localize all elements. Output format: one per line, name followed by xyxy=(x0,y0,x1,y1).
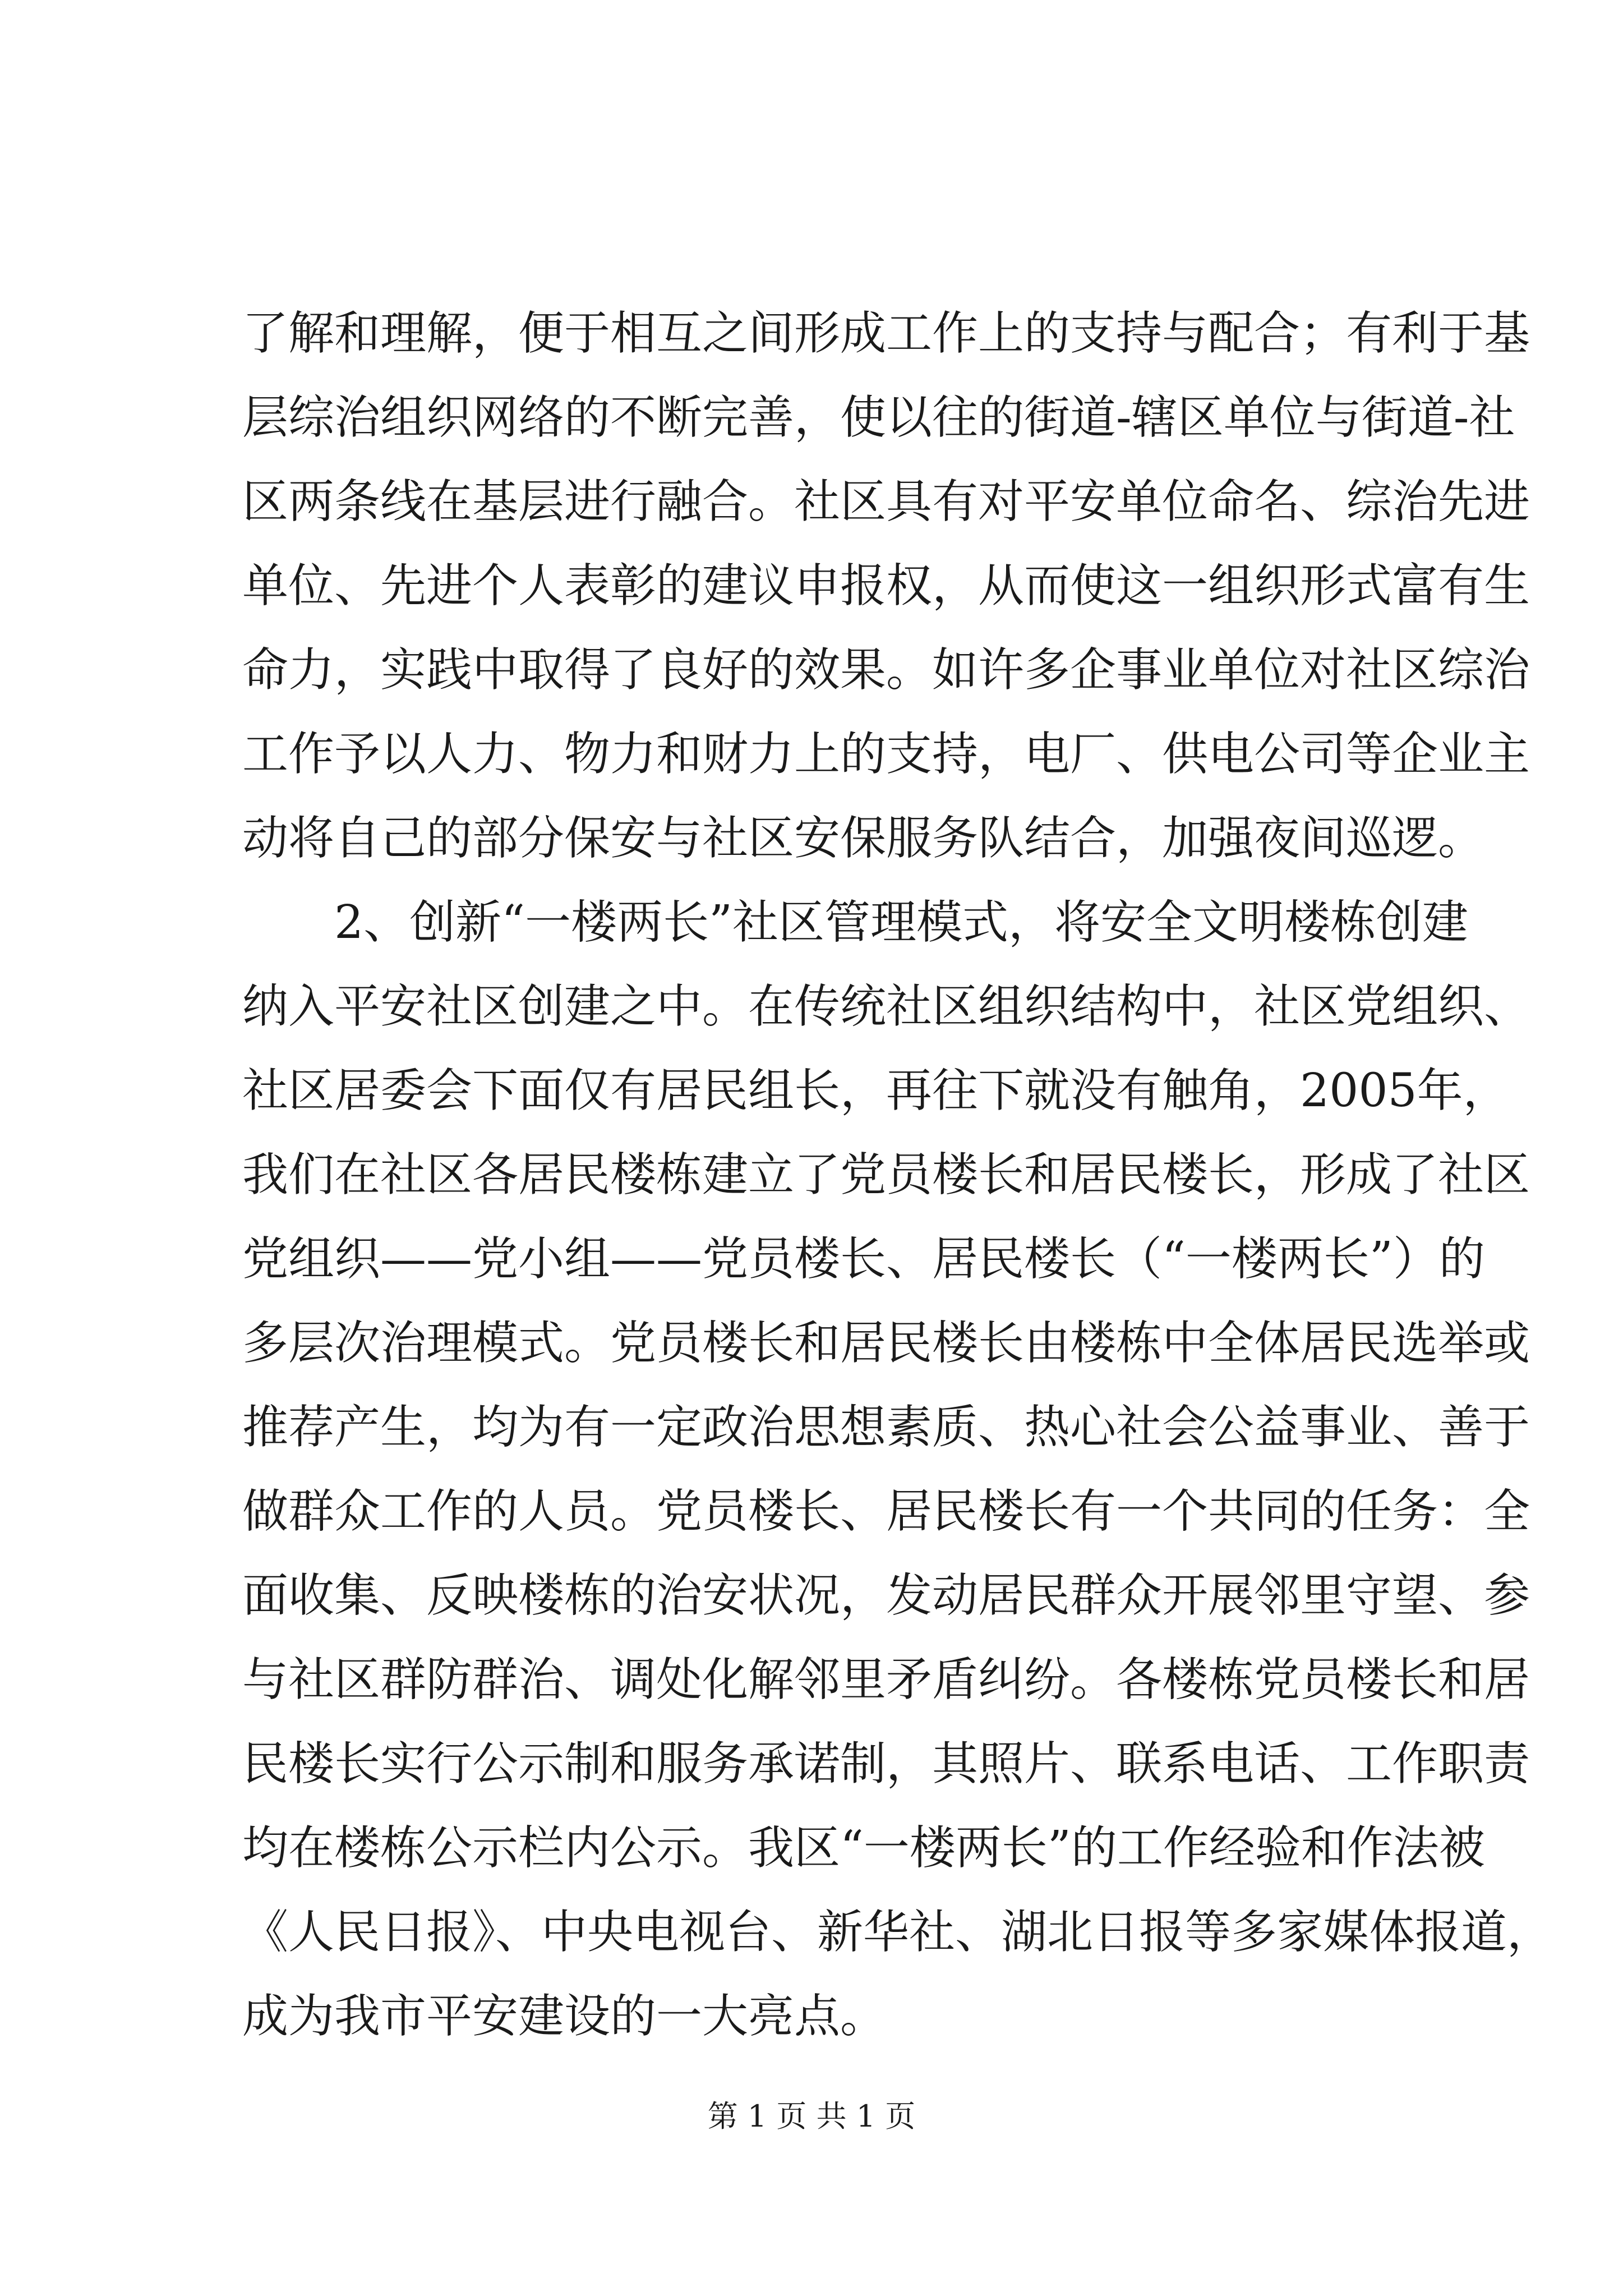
text-line: 与社区群防群治、调处化解邻里矛盾纠纷。各楼栋党员楼长和居 xyxy=(242,1653,1530,1706)
text-line: 均在楼栋公示栏内公示。我区“一楼两长”的工作经验和作法被 xyxy=(242,1821,1485,1875)
text-line: 成为我市平安建设的一大亮点。 xyxy=(242,1990,887,2043)
text-line: 单位、先进个人表彰的建议申报权，从而使这一组织形式富有生 xyxy=(242,559,1530,613)
text-line: 2、创新“一楼两长”社区管理模式，将安全文明楼栋创建 xyxy=(242,896,1469,949)
text-line: 民楼长实行公示制和服务承诺制，其照片、联系电话、工作职责 xyxy=(242,1737,1530,1791)
text-line: 工作予以人力、物力和财力上的支持，电厂、供电公司等企业主 xyxy=(242,728,1530,781)
text-line: 《人民日报》、中央电视台、新华社、湖北日报等多家媒体报道， xyxy=(242,1906,1553,1959)
page-footer: 第 1 页 共 1 页 xyxy=(707,2099,916,2134)
text-line: 命力，实践中取得了良好的效果。如许多企事业单位对社区综治 xyxy=(242,643,1530,697)
text-line: 面收集、反映楼栋的治安状况，发动居民群众开展邻里守望、参 xyxy=(242,1569,1530,1622)
body-text xyxy=(242,292,1553,2059)
text-line: 了解和理解，便于相互之间形成工作上的支持与配合；有利于基 xyxy=(242,307,1530,360)
text-line: 多层次治理模式。党员楼长和居民楼长由楼栋中全体居民选举或 xyxy=(242,1317,1530,1370)
text-line: 纳入平安社区创建之中。在传统社区组织结构中，社区党组织、 xyxy=(242,980,1530,1033)
text-line: 层综治组织网络的不断完善，使以往的街道-辖区单位与街道-社 xyxy=(242,391,1515,444)
text-line: 我们在社区各居民楼栋建立了党员楼长和居民楼长，形成了社区 xyxy=(242,1148,1530,1202)
text-line: 推荐产生，均为有一定政治思想素质、热心社会公益事业、善于 xyxy=(242,1401,1530,1454)
text-line: 社区居委会下面仅有居民组长，再往下就没有触角，2005年， xyxy=(242,1064,1509,1117)
text-line: 区两条线在基层进行融合。社区具有对平安单位命名、综治先进 xyxy=(242,475,1530,528)
text-line: 做群众工作的人员。党员楼长、居民楼长有一个共同的任务：全 xyxy=(242,1485,1530,1538)
text-line: 动将自己的部分保安与社区安保服务队结合，加强夜间巡逻。 xyxy=(242,812,1484,865)
text-line: 党组织——党小组——党员楼长、居民楼长（“一楼两长”）的 xyxy=(242,1232,1485,1286)
